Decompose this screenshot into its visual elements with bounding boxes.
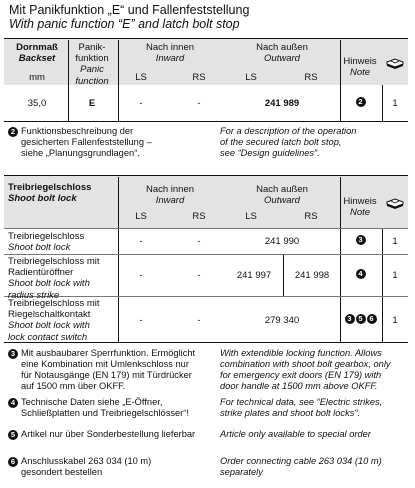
table-row-label: Treibriegelschloss mit Riegelschaltkontakt Shoot bolt lock with lock contact switch xyxy=(8,298,100,343)
table-row-label: Treibriegelschloss mit Radientüröffner Shoot bolt lock with radius strike xyxy=(8,256,100,301)
header-inward-rs: RS xyxy=(192,211,206,222)
divider xyxy=(382,228,383,342)
header-outward-rs: RS xyxy=(304,211,318,222)
footnote-3-en: With extendible locking function. Allows combination with shoot bolt gearbox, only for emergency exit doors (EN 179) with door handle at 1500 mm above OKFF. xyxy=(220,348,391,391)
header-backset: Dornmaß Backset xyxy=(16,42,58,65)
note-marker: 3 xyxy=(8,349,18,359)
note-marker: 4 xyxy=(8,398,18,408)
header-outward: Nach außen Outward xyxy=(256,42,308,65)
cell-note xyxy=(340,97,382,108)
header-inward-rs: RS xyxy=(192,72,206,83)
note-marker: 3 xyxy=(345,314,355,324)
cell-outward: 241 989 xyxy=(264,98,300,109)
cell-inward-ls: - xyxy=(139,236,143,247)
table-row-label: Treibriegelschloss Shoot bolt lock xyxy=(8,231,85,254)
footnote-4-en: For technical data, see “Electric strikes, strike plates and shoot bolt locks”. xyxy=(220,397,383,418)
cell-inward-rs: - xyxy=(197,315,201,326)
cell-inward-ls: - xyxy=(139,270,143,281)
header-outward-ls: LS xyxy=(245,211,257,222)
desc-en: For a description of the operation of the secured latch bolt stop, see “Design guidelines”. xyxy=(220,126,357,158)
header-note: Hinweis Note xyxy=(343,196,377,219)
header-inward-ls: LS xyxy=(135,211,147,222)
footnote-6: 6 Anschlusskabel 263 034 (10 m) gesondert bestellen xyxy=(8,456,19,467)
cell-note xyxy=(340,269,382,280)
footnote-5: 5 Artikel nur über Sonderbestellung lieferbar xyxy=(8,429,19,440)
cell-function: E xyxy=(88,98,96,109)
header-outward: Nach außen Outward xyxy=(256,184,308,207)
footnote-5-en: Article only available to special order xyxy=(220,429,371,439)
header-shoot-bolt-lock: Treibriegelschloss Shoot bolt lock xyxy=(8,182,92,205)
row-divider xyxy=(4,254,408,255)
cell-note xyxy=(340,314,382,325)
header-inward: Nach innen Inward xyxy=(145,184,195,207)
row-divider xyxy=(4,228,408,229)
cell-outward-rs: 241 998 xyxy=(294,270,330,281)
divider xyxy=(382,85,383,121)
divider xyxy=(340,40,341,121)
header-note: Hinweis Note xyxy=(343,56,377,79)
cell-qty: 1 xyxy=(392,236,398,247)
cell-outward: 279 340 xyxy=(264,315,300,326)
header-outward-rs: RS xyxy=(304,72,318,83)
note-marker: 5 xyxy=(356,314,366,324)
note-marker: 3 xyxy=(356,235,366,245)
cell-inward-ls: - xyxy=(139,98,143,109)
cell-inward-ls: - xyxy=(139,315,143,326)
divider xyxy=(118,40,119,121)
note-marker: 5 xyxy=(8,430,18,440)
header-unit: mm xyxy=(29,72,45,83)
cell-inward-rs: - xyxy=(197,98,201,109)
note-marker: 6 xyxy=(367,314,377,324)
cell-qty: 1 xyxy=(392,315,398,326)
cell-backset: 35,0 xyxy=(27,98,47,109)
note-marker: 2 xyxy=(8,127,18,137)
header-inward: Nach innen Inward xyxy=(145,42,195,65)
note-marker: 2 xyxy=(356,97,366,107)
divider xyxy=(118,177,119,342)
book-icon xyxy=(386,197,404,210)
cell-note xyxy=(340,235,382,246)
footnote-4: 4 Technische Daten siehe „E-Öffner, Schließplatten und Treibriegelschlösser“! xyxy=(8,397,19,408)
cell-inward-rs: - xyxy=(197,236,201,247)
cell-qty: 1 xyxy=(392,270,398,281)
footnote-3: 3 Mit ausbaubarer Sperrfunktion. Ermöglicht eine Kombination mit Umlenkschloss nur für Notausgänge (EN 179) mit Türdrücker auf 1500 mm über OKFF. xyxy=(8,348,19,359)
cell-outward-ls: 241 997 xyxy=(236,270,272,281)
cell-outward: 241 990 xyxy=(264,236,300,247)
table1-bottom-rule xyxy=(4,121,408,122)
title-en: With panic function “E” and latch bolt stop xyxy=(9,17,240,31)
cell-inward-rs: - xyxy=(197,270,201,281)
cell-qty: 1 xyxy=(392,98,398,109)
header-inward-ls: LS xyxy=(135,72,147,83)
note-marker: 4 xyxy=(356,269,366,279)
page-title xyxy=(9,3,249,31)
header-panic-function: Panik- funktion Panic function xyxy=(75,42,109,87)
note-marker: 6 xyxy=(8,457,18,467)
book-icon xyxy=(386,57,404,70)
desc-de: 2 Funktionsbeschreibung der gesicherten Fallenfeststellung – siehe „Planungsgrundlagen“. xyxy=(8,126,19,137)
header-outward-ls: LS xyxy=(245,72,257,83)
footnote-6-en: Order connecting cable 263 034 (10 m) separately xyxy=(220,456,382,477)
title-de: Mit Panikfunktion „E“ und Fallenfeststellung xyxy=(9,3,250,17)
